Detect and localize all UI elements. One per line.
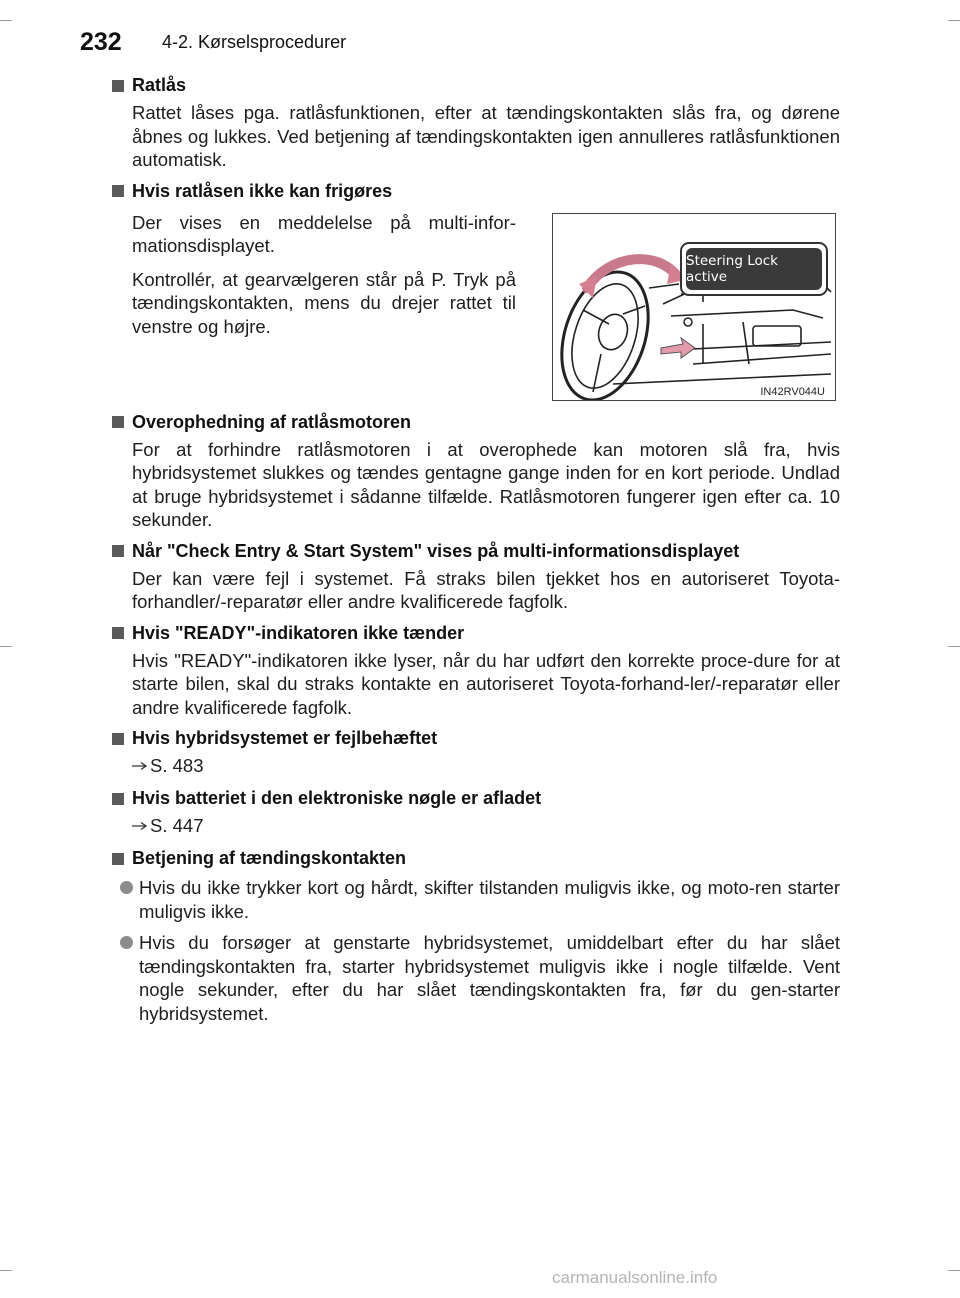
page-content — [112, 72, 840, 1031]
section-ratlaas — [112, 72, 840, 172]
square-bullet-icon — [112, 185, 124, 197]
figure-code: IN42RV044U — [760, 385, 825, 398]
bullet-item — [120, 876, 840, 923]
section-check-entry — [112, 538, 840, 614]
crop-mark — [0, 20, 12, 21]
section-frigoeres — [112, 178, 840, 401]
section-batteri — [112, 785, 840, 839]
section-body: For at forhindre ratlåsmotoren i at overophede kan motoren slå fra, hvis hybridsystemet slukkes og tændes gentagne gange inden for en kort periode. Undlad at bruge hybridsystemet i sådanne tilfælde. Ratlåsmotoren fungerer igen efter ca. 10 sekunder. — [132, 438, 840, 530]
bullet-text: Hvis du forsøger at genstarte hybridsystemet, umiddelbart efter du har slået tændingskontakten fra, starter hybridsystemet muligvis ikke i nogle tilfælde. Vent nogle sekunder, efter du har slået tændingskontakten fra, før du gen-starter hybridsystemet. — [139, 932, 840, 1024]
section-heading — [112, 178, 840, 205]
section-heading — [112, 785, 840, 812]
section-body: Der kan være fejl i systemet. Få straks bilen tjekket hos en autoriseret Toyota-forhandler/-reparatør eller andre kvalificerede fagfolk. — [132, 567, 840, 612]
crop-mark — [0, 646, 12, 647]
square-bullet-icon — [112, 627, 124, 639]
section-heading — [112, 620, 840, 647]
crop-mark — [948, 1270, 960, 1271]
section-title: 4-2. Kørselsprocedurer — [162, 31, 347, 52]
reference-text: S. 447 — [150, 815, 204, 836]
paragraph: Kontrollér, at gearvælgeren står på P. Tryk på tændingskontakten, mens du drejer rattet til venstre og højre. — [132, 268, 516, 337]
reference-text: S. 483 — [150, 755, 204, 776]
section-heading — [112, 409, 840, 436]
section-body: Hvis "READY"-indikatoren ikke lyser, når du har udført den korrekte proce-dure for at starte bilen, skal du straks kontakte en autoriseret Toyota-forhand-ler/-reparatør eller andre kvalificerede fagfolk. — [132, 649, 840, 718]
section-overophedning — [112, 409, 840, 532]
square-bullet-icon — [112, 80, 124, 92]
page-number: 232 — [80, 27, 122, 56]
square-bullet-icon — [112, 545, 124, 557]
circle-bullet-icon — [120, 881, 133, 894]
heading-text: Ratlås — [132, 75, 187, 95]
heading-text: Betjening af tændingskontakten — [132, 848, 407, 868]
display-message-box — [680, 242, 828, 296]
crop-mark — [948, 20, 960, 21]
heading-text: Hvis "READY"-indikatoren ikke tænder — [132, 622, 465, 643]
arrow-right-icon — [132, 821, 148, 831]
square-bullet-icon — [112, 733, 124, 745]
watermark: carmanualsonline.info — [552, 1268, 718, 1287]
bullet-item — [120, 931, 840, 1025]
paragraph: Der vises en meddelelse på multi-infor-mationsdisplayet. — [132, 211, 516, 256]
page-reference — [132, 752, 840, 779]
page-header — [80, 22, 346, 62]
arrow-right-icon — [132, 761, 148, 771]
section-heading — [112, 72, 840, 99]
section-heading — [112, 845, 840, 872]
section-heading — [112, 538, 840, 565]
page-reference — [132, 812, 840, 839]
square-bullet-icon — [112, 793, 124, 805]
heading-text: Overophedning af ratlåsmotoren — [132, 411, 412, 432]
heading-text: Hvis ratlåsen ikke kan frigøres — [132, 180, 393, 201]
heading-text: Når "Check Entry & Start System" vises på multi-informationsdisplayet — [132, 540, 740, 561]
bullet-text: Hvis du ikke trykker kort og hårdt, skifter tilstanden muligvis ikke, og moto-ren starter muligvis ikke. — [139, 877, 840, 922]
crop-mark — [948, 646, 960, 647]
heading-text: Hvis hybridsystemet er fejlbehæftet — [132, 728, 438, 748]
section-betjening — [112, 845, 840, 1025]
section-heading — [112, 725, 840, 752]
section-body: Rattet låses pga. ratlåsfunktionen, efter at tændingskontakten slås fra, og dørene åbnes og lukkes. Ved betjening af tændingskontakten igen annulleres ratlåsfunktionen automatisk. — [132, 102, 840, 170]
heading-text: Hvis batteriet i den elektroniske nøgle er afladet — [132, 788, 542, 808]
crop-mark — [0, 1270, 12, 1271]
circle-bullet-icon — [120, 936, 133, 949]
section-fejl — [112, 725, 840, 779]
square-bullet-icon — [112, 416, 124, 428]
text-with-figure — [112, 211, 840, 401]
figure-side-text — [132, 211, 516, 401]
steering-lock-illustration — [552, 213, 836, 401]
section-ready — [112, 620, 840, 720]
square-bullet-icon — [112, 853, 124, 865]
display-message-text: Steering Lock active — [686, 248, 822, 290]
